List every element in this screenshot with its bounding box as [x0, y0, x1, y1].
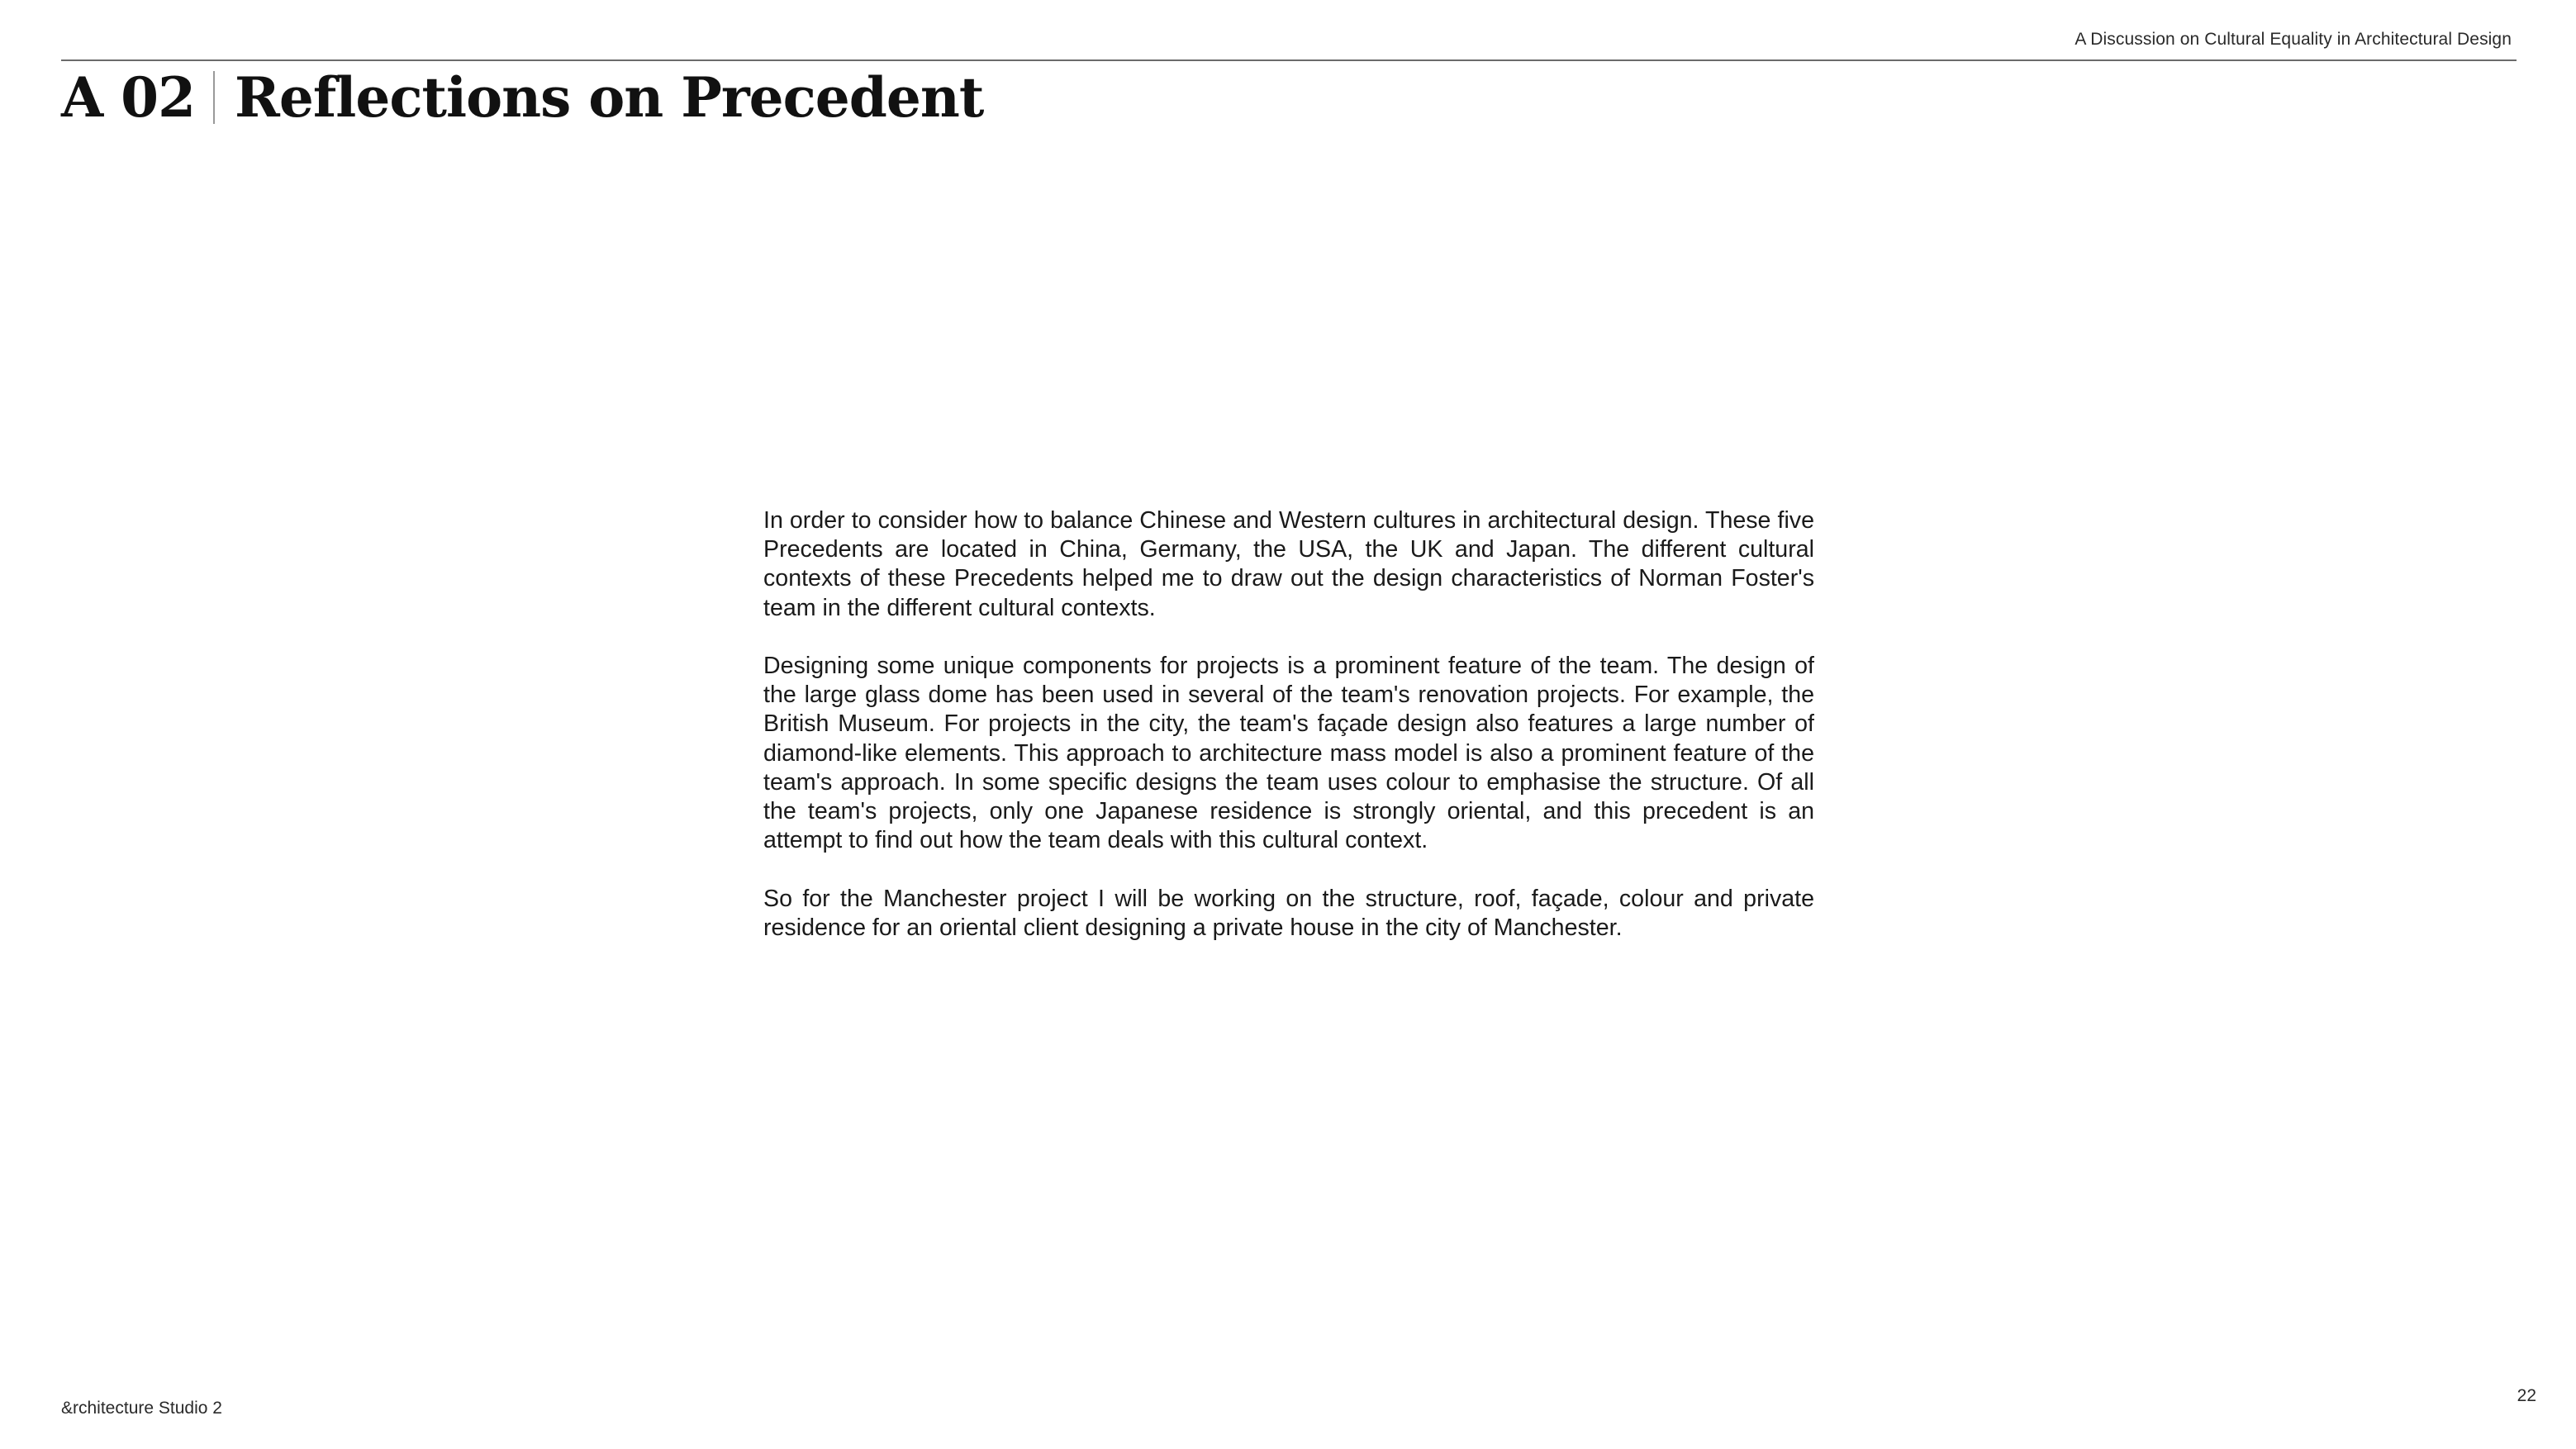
- page-number: 22: [2517, 1386, 2536, 1405]
- body-paragraph-1: In order to consider how to balance Chinese and Western cultures in architectural design. These five Precedents are located in China, Germany, the USA, the UK and Japan. The different cultural contexts of these Precedents helped me to draw out the design characteristics of Norman Foster's team in the different cultural contexts.: [763, 507, 1814, 621]
- body-paragraph-3: So for the Manchester project I will be working on the structure, roof, façade, colour and private residence for an oriental client designing a private house in the city of Manchester.: [763, 885, 1814, 941]
- body-paragraph-2: Designing some unique components for projects is a prominent feature of the team. The design of the large glass dome has been used in several of the team's renovation projects. For example, the British Museum. For projects in the city, the team's façade design also features a large number of diamond-like elements. This approach to architecture mass model is also a prominent feature of the team's approach. In some specific designs the team uses colour to emphasise the structure. Of all the team's projects, only one Japanese residence is strongly oriental, and this precedent is an attempt to find out how the team deals with this cultural context.: [763, 653, 1814, 854]
- section-code: A 02: [61, 65, 196, 130]
- header-rule: [61, 59, 2517, 61]
- page-title: [61, 63, 983, 132]
- title-divider: [213, 71, 215, 124]
- body-text: [763, 506, 1814, 972]
- running-header-title: A Discussion on Cultural Equality in Architectural Design: [2075, 30, 2512, 49]
- footer-studio-label: &rchitecture Studio 2: [61, 1399, 222, 1418]
- section-heading: Reflections on Precedent: [235, 65, 984, 130]
